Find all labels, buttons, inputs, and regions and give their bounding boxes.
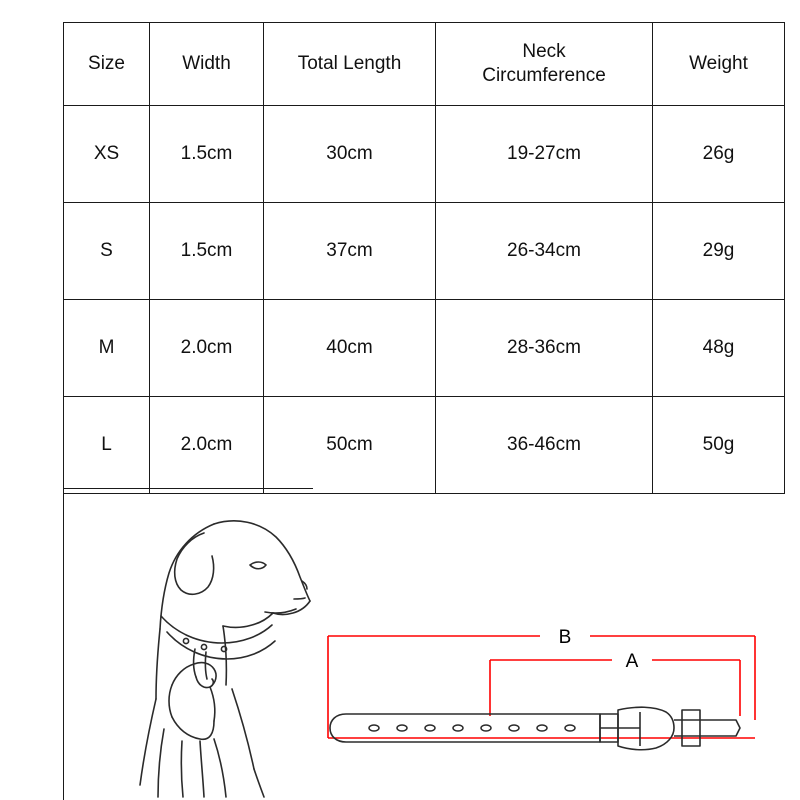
header-width: Width	[150, 23, 264, 106]
dog-sketch-icon	[64, 489, 313, 800]
cell-weight: 29g	[653, 203, 785, 300]
cell-neck: 26-34cm	[436, 203, 653, 300]
header-neck-line-2: Circumference	[482, 65, 606, 86]
label-total-length-b: B	[558, 627, 572, 648]
cell-neck: 19-27cm	[436, 106, 653, 203]
cell-weight: 50g	[653, 397, 785, 494]
label-adjustable-length-a: A	[625, 651, 639, 672]
table-row	[64, 203, 785, 300]
cell-width: 2.0cm	[150, 300, 264, 397]
cell-size: L	[64, 397, 150, 494]
cell-width: 2.0cm	[150, 397, 264, 494]
cell-total-length: 30cm	[264, 106, 436, 203]
strap-holes	[369, 725, 575, 731]
size-table-container	[63, 22, 753, 494]
cell-neck: 28-36cm	[436, 300, 653, 397]
cell-width: 1.5cm	[150, 203, 264, 300]
header-neck-line-1: Neck	[522, 41, 566, 63]
header-total-length: Total Length	[264, 23, 436, 106]
cell-total-length: 40cm	[264, 300, 436, 397]
table-row	[64, 300, 785, 397]
header-neck-circumference	[436, 23, 653, 106]
table-row	[64, 106, 785, 203]
size-table	[63, 22, 785, 494]
table-row	[64, 397, 785, 494]
illustration-area	[0, 488, 800, 800]
cell-width: 1.5cm	[150, 106, 264, 203]
cell-neck: 36-46cm	[436, 397, 653, 494]
table-header	[64, 23, 785, 106]
cell-size: XS	[64, 106, 150, 203]
measure-line-b	[328, 636, 755, 738]
dog-measuring-panel	[63, 488, 313, 800]
header-size: Size	[64, 23, 150, 106]
cell-total-length: 37cm	[264, 203, 436, 300]
table-body	[64, 106, 785, 494]
table-header-row	[64, 23, 785, 106]
cell-size: S	[64, 203, 150, 300]
header-weight: Weight	[653, 23, 785, 106]
collar-measurement-diagram	[300, 588, 770, 788]
cell-weight: 26g	[653, 106, 785, 203]
cell-weight: 48g	[653, 300, 785, 397]
measure-line-a	[490, 660, 740, 716]
cell-size: M	[64, 300, 150, 397]
cell-total-length: 50cm	[264, 397, 436, 494]
